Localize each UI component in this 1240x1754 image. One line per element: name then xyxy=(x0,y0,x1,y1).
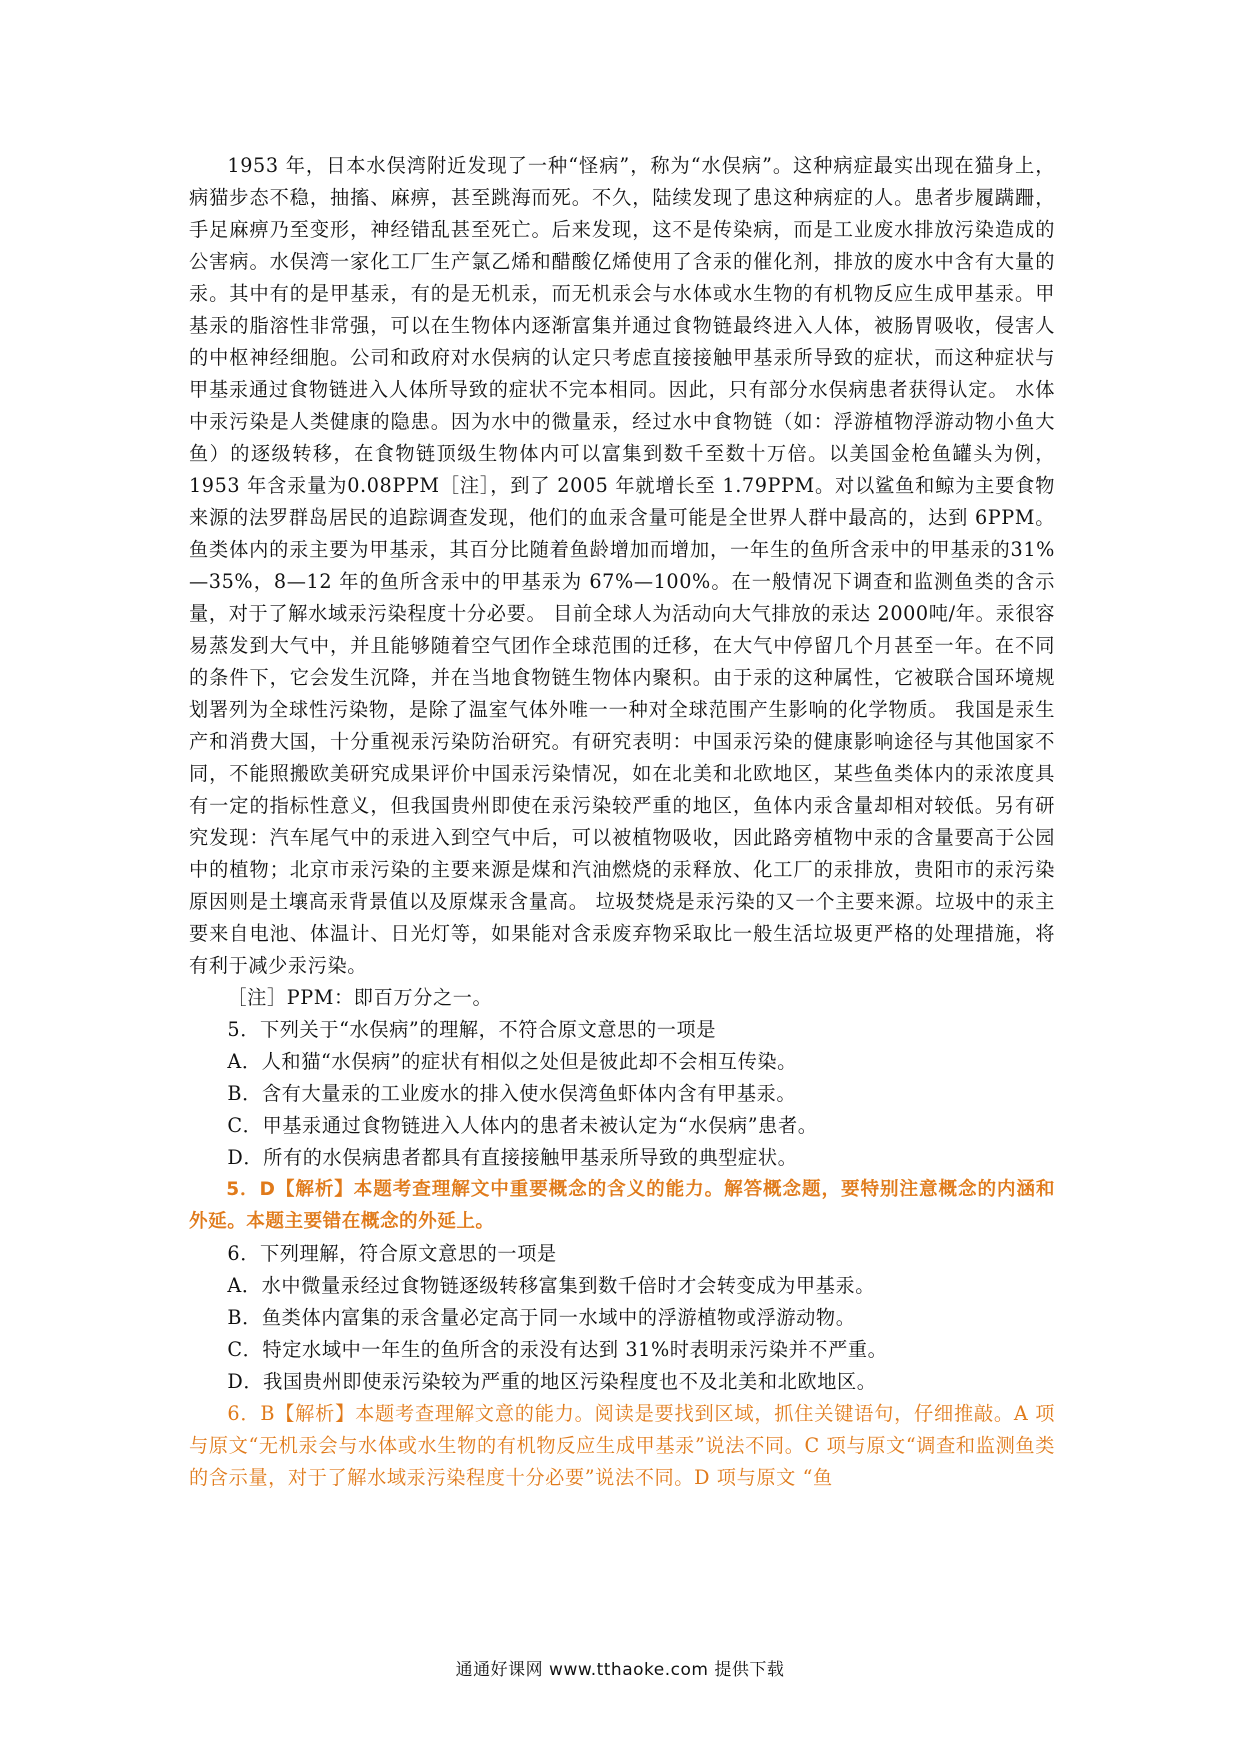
option-b: B．含有大量汞的工业废水的排入使水俣湾鱼虾体内含有甲基汞。 xyxy=(227,1082,797,1105)
option-d: D．我国贵州即使汞污染较为严重的地区污染程度也不及北美和北欧地区。 xyxy=(227,1370,877,1393)
option-a: A．水中微量汞经过食物链逐级转移富集到数千倍时才会转变成为甲基汞。 xyxy=(227,1274,876,1297)
question-stem: 6．下列理解，符合原文意思的一项是 xyxy=(227,1242,557,1265)
question-6 xyxy=(189,1238,1055,1494)
option-b: B．鱼类体内富集的汞含量必定高于同一水域中的浮游植物或浮游动物。 xyxy=(227,1306,856,1329)
option-a: A．人和猫“水俣病”的症状有相似之处但是彼此却不会相互传染。 xyxy=(227,1050,797,1073)
reading-passage: 1953 年，日本水俣湾附近发现了一种“怪病”，称为“水俣病”。这种病症最实出现在猫身上，病猫步态不稳，抽搐、麻痹，甚至跳海而死。不久，陆续发现了患这种病症的人。患者步履蹒跚，手足麻痹乃至变形，神经错乱甚至死亡。后来发现，这不是传染病，而是工业废水排放污染造成的公害病。水俣湾一家化工厂生产氯乙烯和醋酸亿烯使用了含汞的催化剂，排放的废水中含有大量的汞。其中有的是甲基汞，有的是无机汞，而无机汞会与水体或水生物的有机物反应生成甲基汞。甲基汞的脂溶性非常强，可以在生物体内逐渐富集并通过食物链最终进入人体，被肠胃吸收，侵害人的中枢神经细胞。公司和政府对水俣病的认定只考虑直接接触甲基汞所导致的症状，而这种症状与甲基汞通过食物链进入人体所导致的症状不完本相同。因此，只有部分水俣病患者获得认定。 水体中汞污染是人类健康的隐患。因为水中的微量汞，经过水中食物链（如：浮游植物浮游动物小鱼大鱼）的逐级转移，在食物链顶级生物体内可以富集到数千至数十万倍。以美国金枪鱼罐头为例，1953 年含汞量为0.08PPM［注］，到了 2005 年就增长至 1.79PPM。对以鲨鱼和鲸为主要食物来源的法罗群岛居民的追踪调查发现，他们的血汞含量可能是全世界人群中最高的，达到 6PPM。鱼类体内的汞主要为甲基汞，其百分比随着鱼龄增加而增加，一年生的鱼所含汞中的甲基汞的31%—35%，8—12 年的鱼所含汞中的甲基汞为 67%—100%。在一般情况下调查和监测鱼类的含示量，对于了解水域汞污染程度十分必要。 目前全球人为活动向大气排放的汞达 2000吨/年。汞很容易蒸发到大气中，并且能够随着空气团作全球范围的迁移，在大气中停留几个月甚至一年。在不同的条件下，它会发生沉降，并在当地食物链生物体内聚积。由于汞的这种属性，它被联合国环境规划署列为全球性污染物，是除了温室气体外唯一一种对全球范围产生影响的化学物质。 我国是汞生产和消费大国，十分重视汞污染防治研究。有研究表明：中国汞污染的健康影响途径与其他国家不同，不能照搬欧美研究成果评价中国汞污染情况，如在北美和北欧地区，某些鱼类体内的汞浓度具有一定的指标性意义，但我国贵州即使在汞污染较严重的地区，鱼体内汞含量却相对较低。另有研究发现：汽车尾气中的汞进入到空气中后，可以被植物吸收，因此路旁植物中汞的含量要高于公园中的植物；北京市汞污染的主要来源是煤和汽油燃烧的汞释放、化工厂的汞排放，贵阳市的汞污染原因则是土壤高汞背景值以及原煤汞含量高。 垃圾焚烧是汞污染的又一个主要来源。垃圾中的汞主要来自电池、体温计、日光灯等，如果能对含汞废弃物采取比一般生活垃圾更严格的处理措施，将有利于减少汞污染。 xyxy=(189,154,1055,977)
option-c: C．特定水域中一年生的鱼所含的汞没有达到 31%时表明汞污染并不严重。 xyxy=(227,1338,888,1361)
question-5 xyxy=(189,1014,1055,1238)
option-d: D．所有的水俣病患者都具有直接接触甲基汞所导致的典型症状。 xyxy=(227,1146,798,1169)
document-body xyxy=(189,150,1055,1494)
answer-explanation: 5．D【解析】本题考查理解文中重要概念的含义的能力。解答概念题，要特别注意概念的内涵和外延。本题主要错在概念的外延上。 xyxy=(189,1179,1055,1232)
option-c: C．甲基汞通过食物链进入人体内的患者未被认定为“水俣病”患者。 xyxy=(227,1114,818,1137)
footnote: ［注］PPM：即百万分之一。 xyxy=(227,986,493,1009)
answer-explanation: 6．B【解析】本题考查理解文意的能力。阅读是要找到区域，抓住关键语句，仔细推敲。A 项与原文“无机汞会与水体或水生物的有机物反应生成甲基汞”说法不同。C 项与原文“调查和监测鱼类的含示量，对于了解水域汞污染程度十分必要”说法不同。D 项与原文 “鱼 xyxy=(189,1402,1055,1489)
page-footer: 通通好课网 www.tthaoke.com 提供下载 xyxy=(455,1660,785,1680)
question-stem: 5．下列关于“水俣病”的理解，不符合原文意思的一项是 xyxy=(227,1018,717,1041)
